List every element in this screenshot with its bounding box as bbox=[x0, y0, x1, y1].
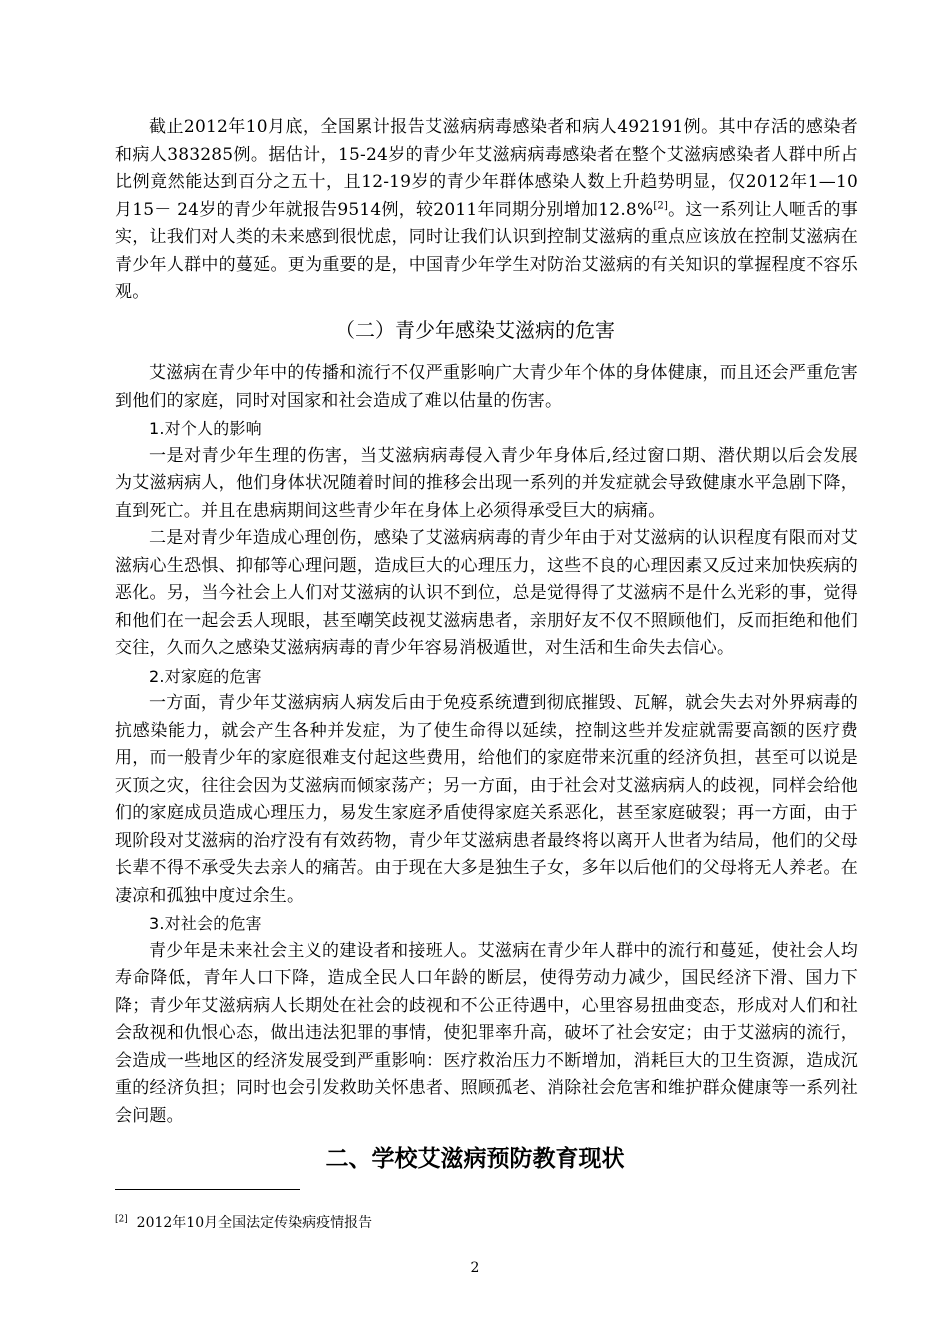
paragraph-intro: 艾滋病在青少年中的传播和流行不仅严重影响广大青少年个体的身体健康，而且还会严重危害到他们的家庭，同时对国家和社会造成了难以估量的伤害。 bbox=[115, 363, 858, 411]
footnote bbox=[115, 1212, 372, 1232]
chapter-heading: 二、学校艾滋病预防教育现状 bbox=[325, 1146, 625, 1172]
subheading-family: 2.对家庭的危害 bbox=[149, 666, 262, 686]
section-2-text bbox=[115, 360, 858, 1130]
subheading-society: 3.对社会的危害 bbox=[149, 914, 262, 933]
page-number: 2 bbox=[470, 1260, 480, 1276]
footnote-ref: [2] bbox=[115, 1214, 128, 1225]
footnote-text: 2012年10月全国法定传染病疫情报告 bbox=[136, 1215, 373, 1231]
subheading-individual: 1.对个人的影响 bbox=[149, 419, 262, 438]
section-heading-harms: （二）青少年感染艾滋病的危害 bbox=[335, 318, 615, 342]
paragraph-psychological-harm: 二是对青少年造成心理创伤，感染了艾滋病病毒的青少年由于对艾滋病的认识程度有限而对艾滋病心生恐惧、抑郁等心理问题，造成巨大的心理压力，这些不良的心理因素又反过来加快疾病的恶化。另，当今社会上人们对艾滋病的认识不到位，总是觉得得了艾滋病不是什么光彩的事，觉得和他们在一起会丢人现眼，甚至嘲笑歧视艾滋病患者，亲朋好友不仅不照顾他们，反而拒绝和他们交往，久而久之感染艾滋病病毒的青少年容易消极遁世，对生活和生命失去信心。 bbox=[115, 528, 858, 658]
footnote-separator bbox=[115, 1189, 300, 1190]
paragraph-statistics: 截止2012年10月底，全国累计报告艾滋病病毒感染者和病人492191例。其中存活的感染者和病人383285例。据估计，15-24岁的青少年艾滋病病毒感染者在整个艾滋病感染者人群中所占比例竟然能达到百分之五十，且12-19岁的青少年群体感染人数上升趋势明显，仅2012年1—10月15－ 24岁的青少年就报告9514例，较2011年同期分别增加12.8%[2]。这一系列让人咂舌的事实，让我们对人类的未来感到很忧虑，同时让我们认识到控制艾滋病的重点应该放在控制艾滋病在青少年人群中的蔓延。更为重要的是，中国青少年学生对防治艾滋病的有关知识的掌握程度不容乐观。 bbox=[115, 117, 858, 302]
section-1-text bbox=[115, 114, 858, 307]
citation-ref[interactable]: [2] bbox=[653, 199, 669, 211]
paragraph-society-harm: 青少年是未来社会主义的建设者和接班人。艾滋病在青少年人群中的流行和蔓延，使社会人均寿命降低，青年人口下降，造成全民人口年龄的断层，使得劳动力减少，国民经济下滑、国力下降；青少年艾滋病病人长期处在社会的歧视和不公正待遇中，心里容易扭曲变态，形成对人们和社会敌视和仇恨心态，做出违法犯罪的事情，使犯罪率升高，破坏了社会安定；由于艾滋病的流行，会造成一些地区的经济发展受到严重影响：医疗救治压力不断增加，消耗巨大的卫生资源，造成沉重的经济负担；同时也会引发救助关怀患者、照顾孤老、消除社会危害和维护群众健康等一系列社会问题。 bbox=[115, 940, 858, 1126]
paragraph-physical-harm: 一是对青少年生理的伤害，当艾滋病病毒侵入青少年身体后,经过窗口期、潜伏期以后会发展为艾滋病病人，他们身体状况随着时间的推移会出现一系列的并发症就会导致健康水平急剧下降，直到死亡。并且在患病期间这些青少年在身体上必须得承受巨大的病痛。 bbox=[115, 445, 858, 521]
paragraph-family-harm: 一方面，青少年艾滋病病人病发后由于免疫系统遭到彻底摧毁、瓦解，就会失去对外界病毒的抗感染能力，就会产生各种并发症，为了使生命得以延续，控制这些并发症就需要高额的医疗费用，而一般青少年的家庭很难支付起这些费用，给他们的家庭带来沉重的经济负担，甚至可以说是灭顶之灾，往往会因为艾滋病而倾家荡产；另一方面，由于社会对艾滋病病人的歧视，同样会给他们的家庭成员造成心理压力，易发生家庭矛盾使得家庭关系恶化，甚至家庭破裂；再一方面，由于现阶段对艾滋病的治疗没有有效药物，青少年艾滋病患者最终将以离开人世者为结局，他们的父母长辈不得不承受失去亲人的痛苦。由于现在大多是独生子女，多年以后他们的父母将无人养老。在凄凉和孤独中度过余生。 bbox=[115, 693, 858, 906]
